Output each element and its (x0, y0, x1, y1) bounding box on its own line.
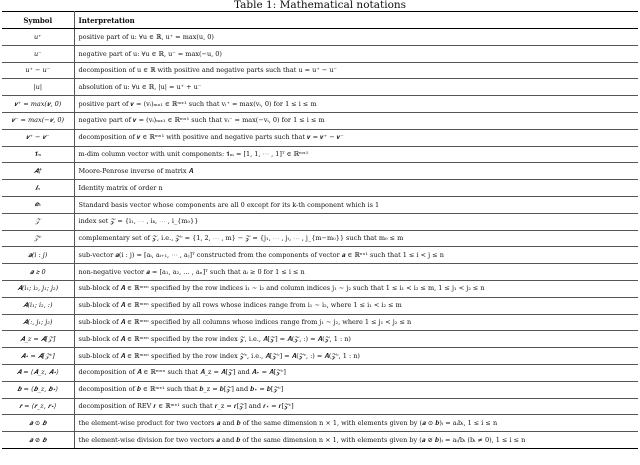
interpretation-cell: the element-wise division for two vectors 𝒂 and 𝒃 of the same dimension n × 1, with elements given by (𝒂 ⊘ 𝒃)ᵢ = aᵢ/bᵢ (bᵢ ≠ 0), 1 ≤ i ≤ n (74, 432, 638, 449)
table-row (2, 163, 638, 180)
table-row (2, 280, 638, 297)
table-row (2, 331, 638, 348)
table-caption: Table 1: Mathematical notations (233, 0, 407, 11)
interpretation-cell: index set 𝒵 = {i₁, ⋯ , iₖ, ⋯ , i_{m₀}} (74, 213, 638, 230)
table-row (2, 398, 638, 415)
symbol-cell: 𝑨(i₁; i₂, j₁; j₂) (2, 280, 74, 297)
symbol-cell: 𝑰ₙ (2, 180, 74, 197)
interpretation-cell: Moore-Penrose inverse of matrix 𝑨 (74, 163, 638, 180)
symbol-cell: 𝒃 = ⟨𝒃_z, 𝒃⋆⟩ (2, 381, 74, 398)
header-symbol: Symbol (2, 12, 74, 29)
table-row (2, 129, 638, 146)
interpretation-cell: the element-wise product for two vectors 𝒂 and 𝒃 of the same dimension n × 1, with elements given by (𝒂 ⊙ 𝒃)ᵢ = aᵢbᵢ, 1 ≤ i ≤ n (74, 415, 638, 432)
symbol-cell: 𝒂 ⊘ 𝒃 (2, 432, 74, 449)
symbol-cell: 𝑨_z = 𝑨[𝒵] (2, 331, 74, 348)
interpretation-cell: negative part of u: ∀u ∈ ℝ, u⁻ = max(−u, 0) (74, 45, 638, 62)
interpretation-cell: decomposition of 𝑨 ∈ ℝᵐˣⁿ such that 𝑨_z = 𝑨[𝒵] and 𝑨⋆ = 𝑨[𝒵ᶜ] (74, 364, 638, 381)
symbol-cell: 𝑨† (2, 163, 74, 180)
table-row (2, 432, 638, 449)
symbol-cell: |u| (2, 79, 74, 96)
table-row (2, 196, 638, 213)
symbol-cell: 𝒗⁻ = max(−𝒗, 0) (2, 112, 74, 129)
interpretation-cell: negative part of 𝒗 = (vᵢ)ₘₓ₁ ∈ ℝᵐˣ¹ such that vᵢ⁻ = max(−vᵢ, 0) for 1 ≤ i ≤ m (74, 112, 638, 129)
table-row (2, 364, 638, 381)
symbol-cell: 𝒵 (2, 213, 74, 230)
interpretation-cell: sub-vector 𝒂(i : j) = [aᵢ, aᵢ₊₁, ⋯ , aⱼ]ᵀ constructed from the components of vector 𝒂 ∈ ℝⁿˣ¹ such that 1 ≤ i < j ≤ n (74, 247, 638, 264)
table-row (2, 415, 638, 432)
interpretation-cell: sub-block of 𝑨 ∈ ℝᵐˣⁿ specified by all columns whose indices range from j₁ ∼ j₂, where 1 ≤ j₁ < j₂ ≤ n (74, 314, 638, 331)
symbol-cell: 𝒵ᶜ (2, 230, 74, 247)
interpretation-cell: positive part of 𝒗 = (vᵢ)ₘₓ₁ ∈ ℝᵐˣ¹ such that vᵢ⁺ = max(vᵢ, 0) for 1 ≤ i ≤ m (74, 96, 638, 113)
interpretation-cell: sub-block of 𝑨 ∈ ℝᵐˣⁿ specified by the row index 𝒵, i.e., 𝑨[𝒵] = 𝑨(𝒵, :) = 𝑨(𝒵, 1 : n) (74, 331, 638, 348)
table-row (2, 264, 638, 281)
symbol-cell: 𝑨(:, j₁; j₂) (2, 314, 74, 331)
table-row (2, 62, 638, 79)
table-row (2, 45, 638, 62)
table-row (2, 230, 638, 247)
interpretation-cell: sub-block of 𝑨 ∈ ℝᵐˣⁿ specified by the row index 𝒵ᶜ, i.e., 𝑨[𝒵ᶜ] = 𝑨(𝒵ᶜ, :) = 𝑨(𝒵ᶜ, 1 : n) (74, 348, 638, 365)
symbol-cell: u⁺ (2, 29, 74, 46)
table-row (2, 112, 638, 129)
interpretation-cell: complementary set of 𝒵, i.e., 𝒵ᶜ = {1, 2, ⋯ , m} − 𝒵 = {j₁, ⋯ , jₜ, ⋯ , j_{m−m₀}} such that m₀ ≤ m (74, 230, 638, 247)
symbol-cell: 𝑨 = ⟨𝑨_z, 𝑨⋆⟩ (2, 364, 74, 381)
symbol-cell: 𝒆ₖ (2, 196, 74, 213)
interpretation-cell: decomposition of u ∈ ℝ with positive and negative parts such that u = u⁺ − u⁻ (74, 62, 638, 79)
table-row (2, 348, 638, 365)
interpretation-cell: decomposition of REV 𝒓 ∈ ℝᵐˣ¹ such that 𝒓_z = 𝒓[𝒵] and 𝒓⋆ = 𝒓[𝒵ᶜ] (74, 398, 638, 415)
interpretation-cell: m-dim column vector with unit components: 𝟏ₘ = [1, 1, ⋯ , 1]ᵀ ∈ ℝᵐˣ¹ (74, 146, 638, 163)
interpretation-cell: sub-block of 𝑨 ∈ ℝᵐˣⁿ specified by all rows whose indices range from i₁ ∼ i₂, where 1 ≤ i₁ < i₂ ≤ m (74, 297, 638, 314)
symbol-cell: 𝒗⁺ − 𝒗⁻ (2, 129, 74, 146)
header-interpretation: Interpretation (74, 12, 638, 29)
table-row (2, 79, 638, 96)
table-row (2, 381, 638, 398)
table-row (2, 180, 638, 197)
table-row (2, 213, 638, 230)
table-header-row (2, 12, 638, 29)
symbol-cell: 𝒓 = ⟨𝒓_z, 𝒓⋆⟩ (2, 398, 74, 415)
symbol-cell: 𝒂(i : j) (2, 247, 74, 264)
interpretation-cell: decomposition of 𝒃 ∈ ℝᵐˣ¹ such that 𝒃_z = 𝒃[𝒵] and 𝒃⋆ = 𝒃[𝒵ᶜ] (74, 381, 638, 398)
table-row (2, 314, 638, 331)
interpretation-cell: Identity matrix of order n (74, 180, 638, 197)
interpretation-cell: non-negative vector 𝒂 = [a₁, a₂, … , aₙ]ᵀ such that aᵢ ≥ 0 for 1 ≤ i ≤ n (74, 264, 638, 281)
interpretation-cell: absolution of u: ∀u ∈ ℝ, |u| = u⁺ + u⁻ (74, 79, 638, 96)
symbol-cell: u⁺ − u⁻ (2, 62, 74, 79)
interpretation-cell: decomposition of 𝒗 ∈ ℝᵐˣ¹ with positive and negative parts such that 𝒗 = 𝒗⁺ − 𝒗⁻ (74, 129, 638, 146)
table-row (2, 96, 638, 113)
symbol-cell: 𝑨⋆ = 𝑨[𝒵ᶜ] (2, 348, 74, 365)
symbol-cell: 𝒂 ⊙ 𝒃 (2, 415, 74, 432)
symbol-cell: 𝑨(i₁; i₂, :) (2, 297, 74, 314)
interpretation-cell: positive part of u: ∀u ∈ ℝ, u⁺ = max(u, 0) (74, 29, 638, 46)
interpretation-cell: sub-block of 𝑨 ∈ ℝᵐˣⁿ specified by the row indices i₁ ∼ i₂ and column indices j₁ ∼ j₂ such that 1 ≤ i₁ < i₂ ≤ m, 1 ≤ j₁ < j₂ ≤ n (74, 280, 638, 297)
symbol-cell: 𝟏ₘ (2, 146, 74, 163)
symbol-cell: 𝒂 ≽ 0 (2, 264, 74, 281)
table-row (2, 297, 638, 314)
table-row (2, 146, 638, 163)
table-row (2, 247, 638, 264)
table-row (2, 29, 638, 46)
interpretation-cell: Standard basis vector whose components are all 0 except for its k-th component which is 1 (74, 196, 638, 213)
symbol-cell: u⁻ (2, 45, 74, 62)
notation-table (2, 11, 638, 449)
symbol-cell: 𝒗⁺ = max(𝒗, 0) (2, 96, 74, 113)
